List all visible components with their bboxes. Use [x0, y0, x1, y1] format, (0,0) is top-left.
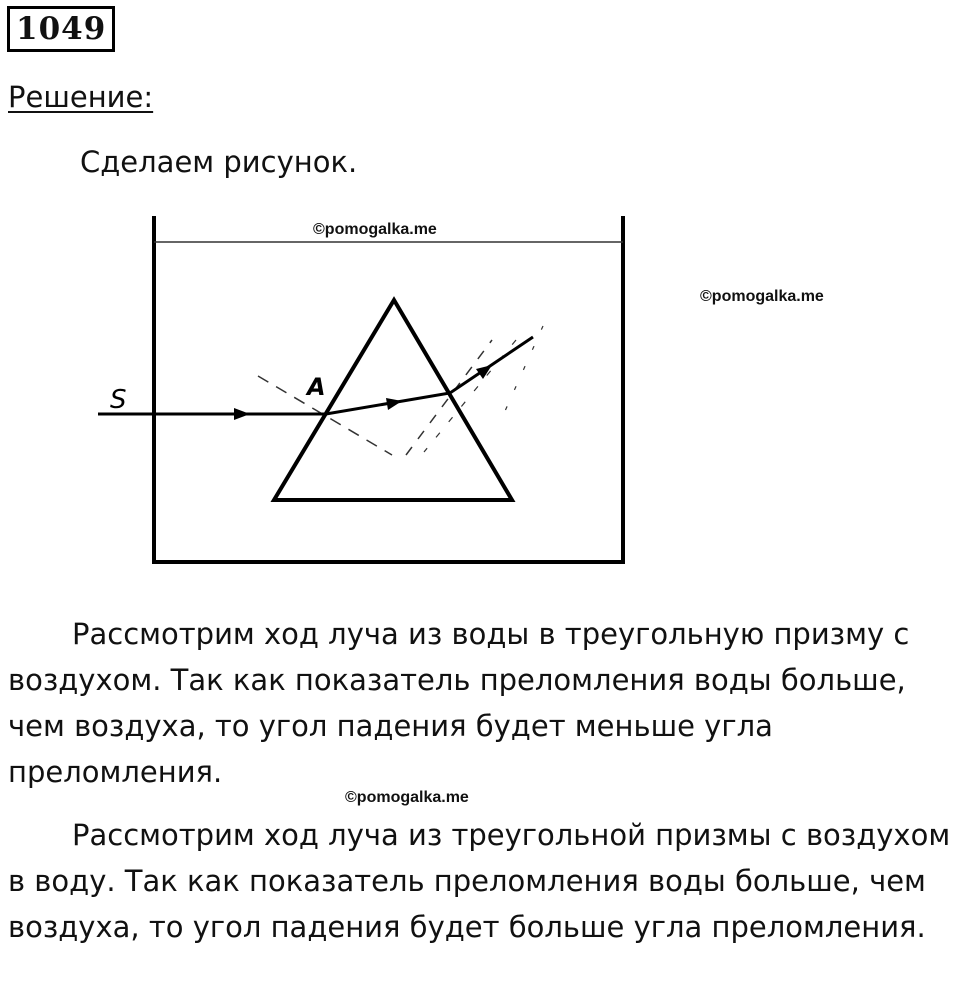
vessel-walls [154, 216, 623, 562]
paragraph-2-text: Рассмотрим ход луча из треугольной призмы с воздухом в воду. Так как показатель преломления воды больше, чем воздуха, то угол падения будет больше угла преломления. [8, 818, 951, 944]
task-number: 1049 [7, 6, 115, 52]
prism-diagram [0, 200, 960, 570]
label-a: A [307, 373, 326, 401]
label-s: S [110, 385, 127, 415]
intro-text: Сделаем рисунок. [80, 145, 358, 179]
normal-line-d [501, 326, 543, 420]
ray-arrow-1 [234, 408, 250, 420]
paragraph-2 [8, 812, 958, 950]
watermark-figure: ©pomogalka.me [313, 221, 437, 238]
paragraph-1 [8, 611, 958, 795]
watermark-right: ©pomogalka.me [700, 288, 824, 305]
paragraph-1-text: Рассмотрим ход луча из воды в треугольную призму с воздухом. Так как показатель преломления воды больше, чем воздуха, то угол падения будет меньше угла преломления. [8, 617, 910, 789]
watermark-middle: ©pomogalka.me [345, 789, 469, 806]
ray-arrow-2 [386, 398, 402, 410]
solution-heading: Решение: [8, 80, 154, 114]
